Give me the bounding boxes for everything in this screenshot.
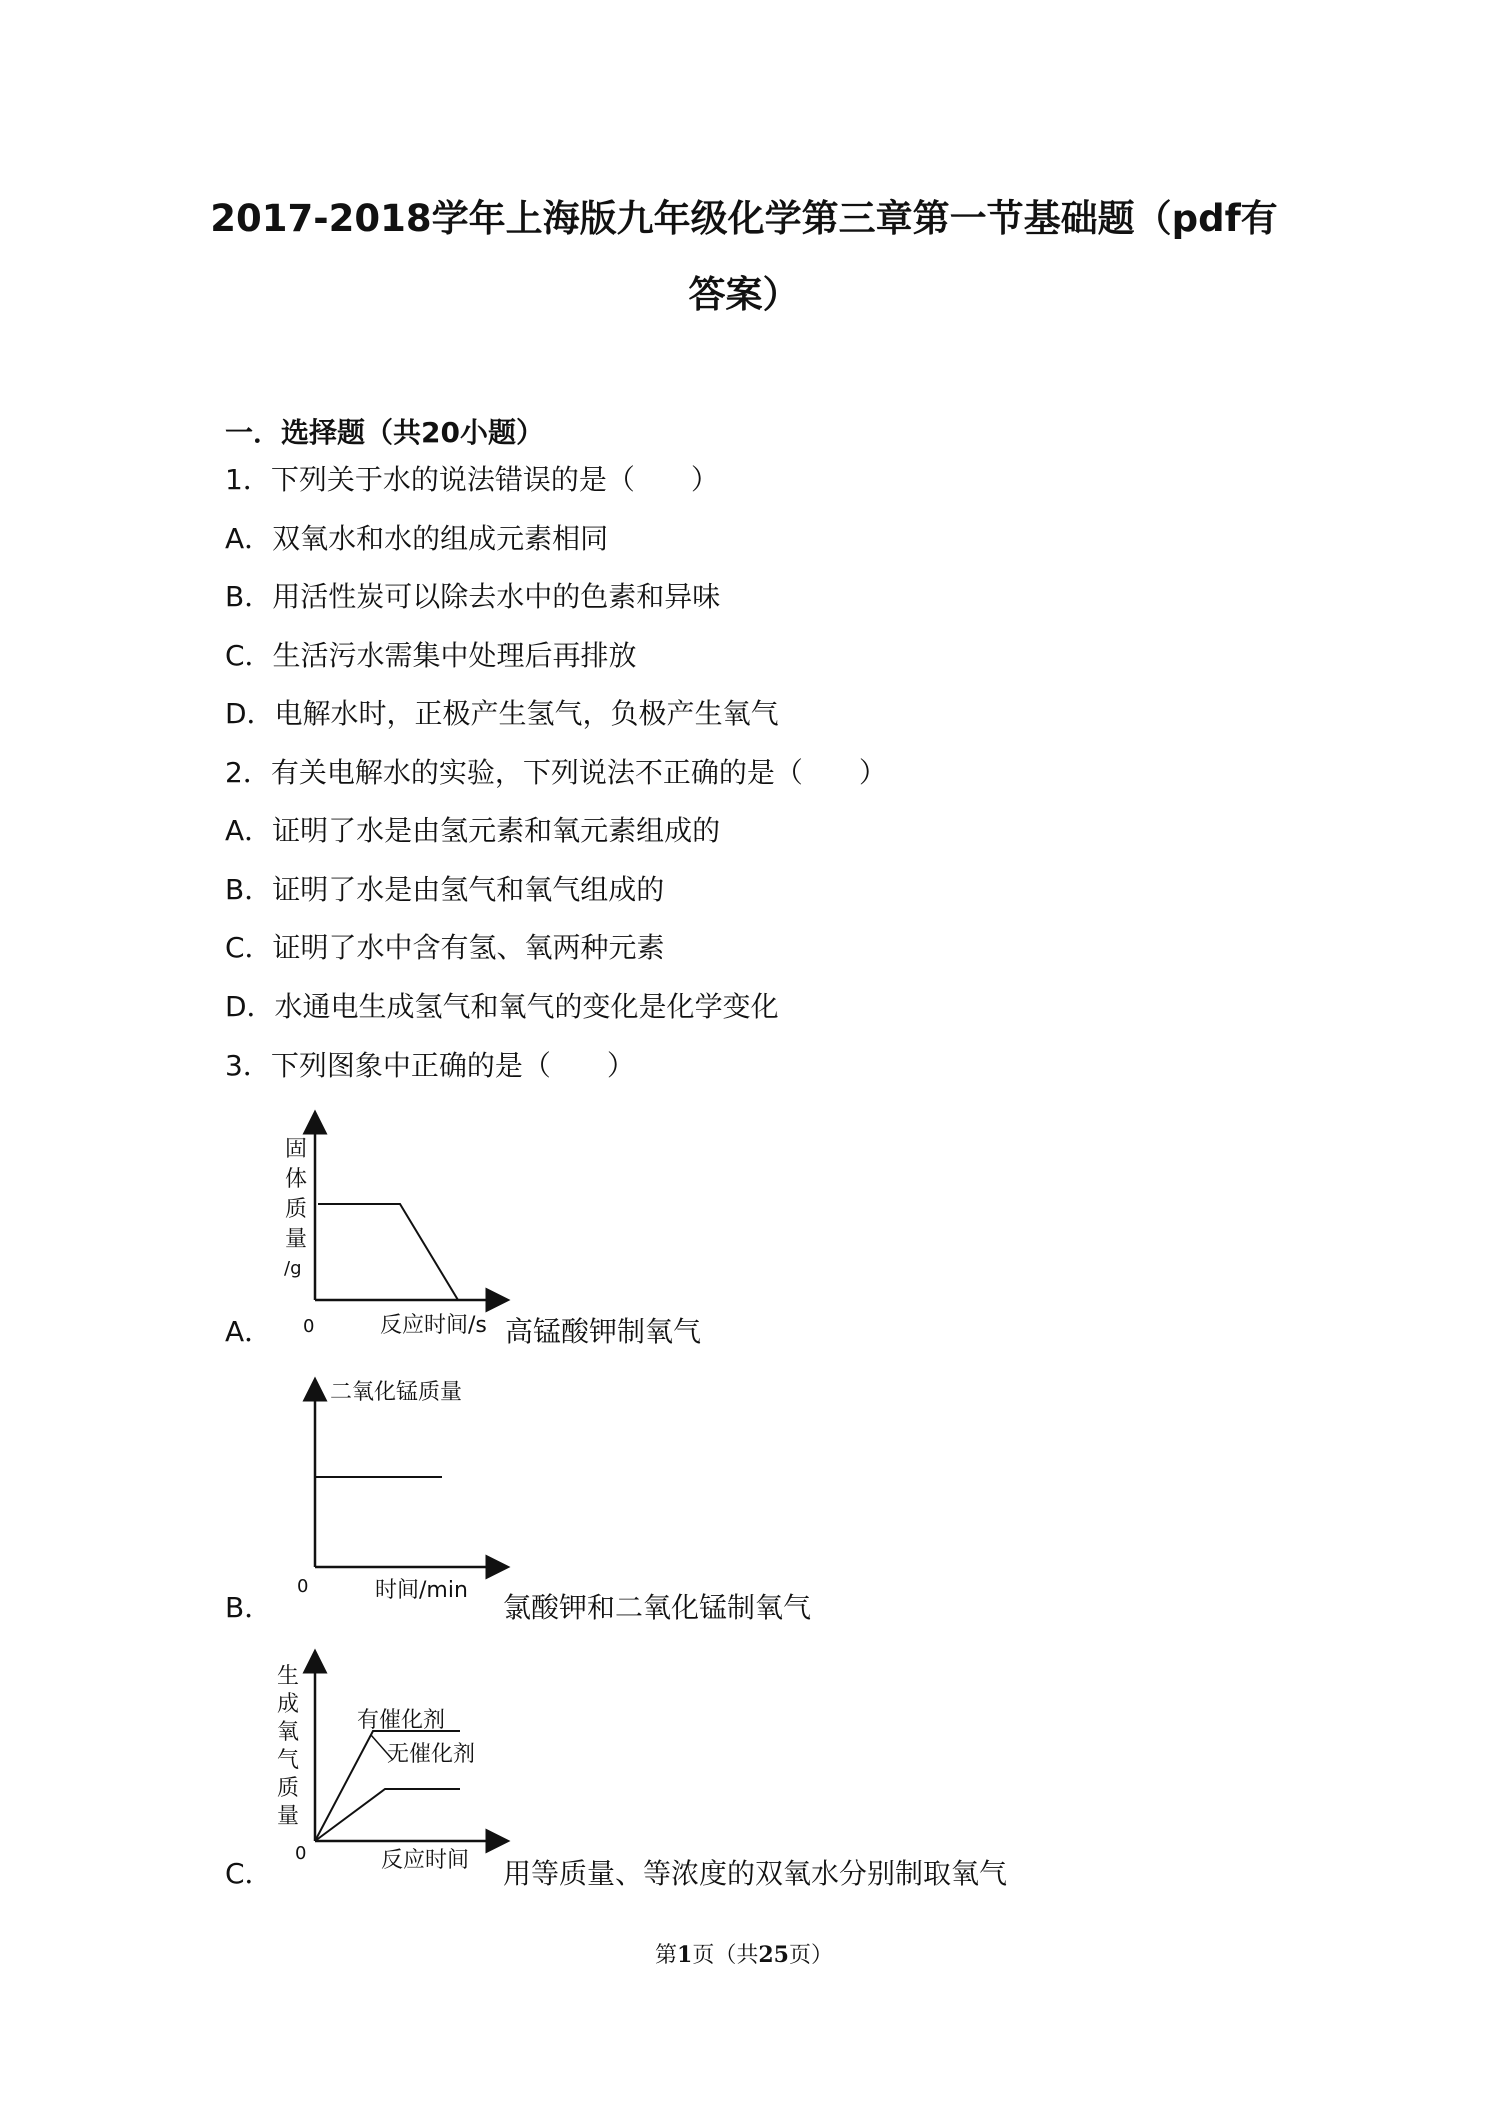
question-2-option-c: C．证明了水中含有氢、氧两种元素 bbox=[225, 931, 665, 964]
figure-a-y-label-1: 固 bbox=[285, 1137, 308, 1162]
figure-b-y-label: 二氧化锰质量 bbox=[330, 1380, 463, 1405]
question-1-stem: 1．下列关于水的说法错误的是（ ） bbox=[225, 463, 719, 496]
figure-a-y-label-2: 体 bbox=[285, 1167, 308, 1192]
figure-b-option-label: B． bbox=[225, 1591, 273, 1624]
doc-title-line-1: 2017-2018学年上海版九年级化学第三章第一节基础题（pdf有 bbox=[210, 197, 1278, 240]
figure-a-curve bbox=[318, 1204, 458, 1300]
figure-c-y-label-3: 氧 bbox=[277, 1720, 300, 1745]
question-1-option-b: B．用活性炭可以除去水中的色素和异味 bbox=[225, 580, 721, 613]
figure-c-y-label-2: 成 bbox=[277, 1692, 300, 1717]
figure-b-x-label: 时间/min bbox=[375, 1578, 468, 1603]
question-1-option-a: A．双氧水和水的组成元素相同 bbox=[225, 522, 609, 555]
question-1-option-d: D．电解水时，正极产生氢气，负极产生氧气 bbox=[225, 697, 779, 730]
figure-b-origin: 0 bbox=[297, 1576, 309, 1597]
figure-a-y-label-5: /g bbox=[284, 1258, 302, 1279]
figure-c-series-label-catalyst: 有催化剂 bbox=[357, 1708, 446, 1733]
question-2-option-d: D．水通电生成氢气和氧气的变化是化学变化 bbox=[225, 990, 779, 1023]
figure-c-origin: 0 bbox=[295, 1843, 307, 1864]
question-3-stem: 3．下列图象中正确的是（ ） bbox=[225, 1049, 635, 1082]
figure-c-x-label: 反应时间 bbox=[381, 1848, 470, 1873]
figure-a-option-label: A． bbox=[225, 1315, 273, 1348]
figure-c-series-label-no-catalyst: 无催化剂 bbox=[387, 1742, 476, 1767]
figure-a-y-label-3: 质 bbox=[285, 1197, 308, 1222]
figure-c-y-label-6: 量 bbox=[277, 1804, 300, 1829]
question-2-option-b: B．证明了水是由氢气和氧气组成的 bbox=[225, 873, 665, 906]
figure-b-graph bbox=[270, 1375, 530, 1615]
footer-total-pages: 25 bbox=[758, 1942, 789, 1968]
footer-prefix: 第 bbox=[655, 1943, 678, 1968]
figure-c-caption: 用等质量、等浓度的双氧水分别制取氧气 bbox=[503, 1857, 1008, 1890]
figure-a-caption: 高锰酸钾制氧气 bbox=[505, 1315, 702, 1348]
figure-a-graph bbox=[270, 1110, 510, 1350]
footer-suffix: 页） bbox=[788, 1943, 833, 1968]
figure-c-y-label-4: 气 bbox=[277, 1748, 300, 1773]
question-2-stem: 2．有关电解水的实验，下列说法不正确的是（ ） bbox=[225, 756, 887, 789]
section-heading: 一．选择题（共20小题） bbox=[225, 416, 544, 449]
footer-page-number: 1 bbox=[677, 1942, 693, 1968]
question-1-option-c: C．生活污水需集中处理后再排放 bbox=[225, 639, 637, 672]
figure-c-series-no-catalyst bbox=[315, 1789, 460, 1841]
figure-a-x-label: 反应时间/s bbox=[380, 1313, 487, 1338]
figure-a-origin: 0 bbox=[303, 1316, 315, 1337]
figure-c-option-label: C． bbox=[225, 1857, 273, 1890]
figure-c-graph bbox=[265, 1655, 525, 1885]
figure-a-y-label-4: 量 bbox=[285, 1227, 308, 1252]
question-2-option-a: A．证明了水是由氢元素和氧元素组成的 bbox=[225, 814, 721, 847]
figure-c-y-label-1: 生 bbox=[277, 1664, 300, 1689]
figure-c-y-label-5: 质 bbox=[277, 1776, 300, 1801]
page-footer bbox=[0, 1938, 1488, 1969]
footer-middle: 页（共 bbox=[692, 1943, 759, 1968]
doc-title-line-2: 答案） bbox=[688, 273, 800, 316]
figure-b-caption: 氯酸钾和二氧化锰制氧气 bbox=[503, 1591, 812, 1624]
